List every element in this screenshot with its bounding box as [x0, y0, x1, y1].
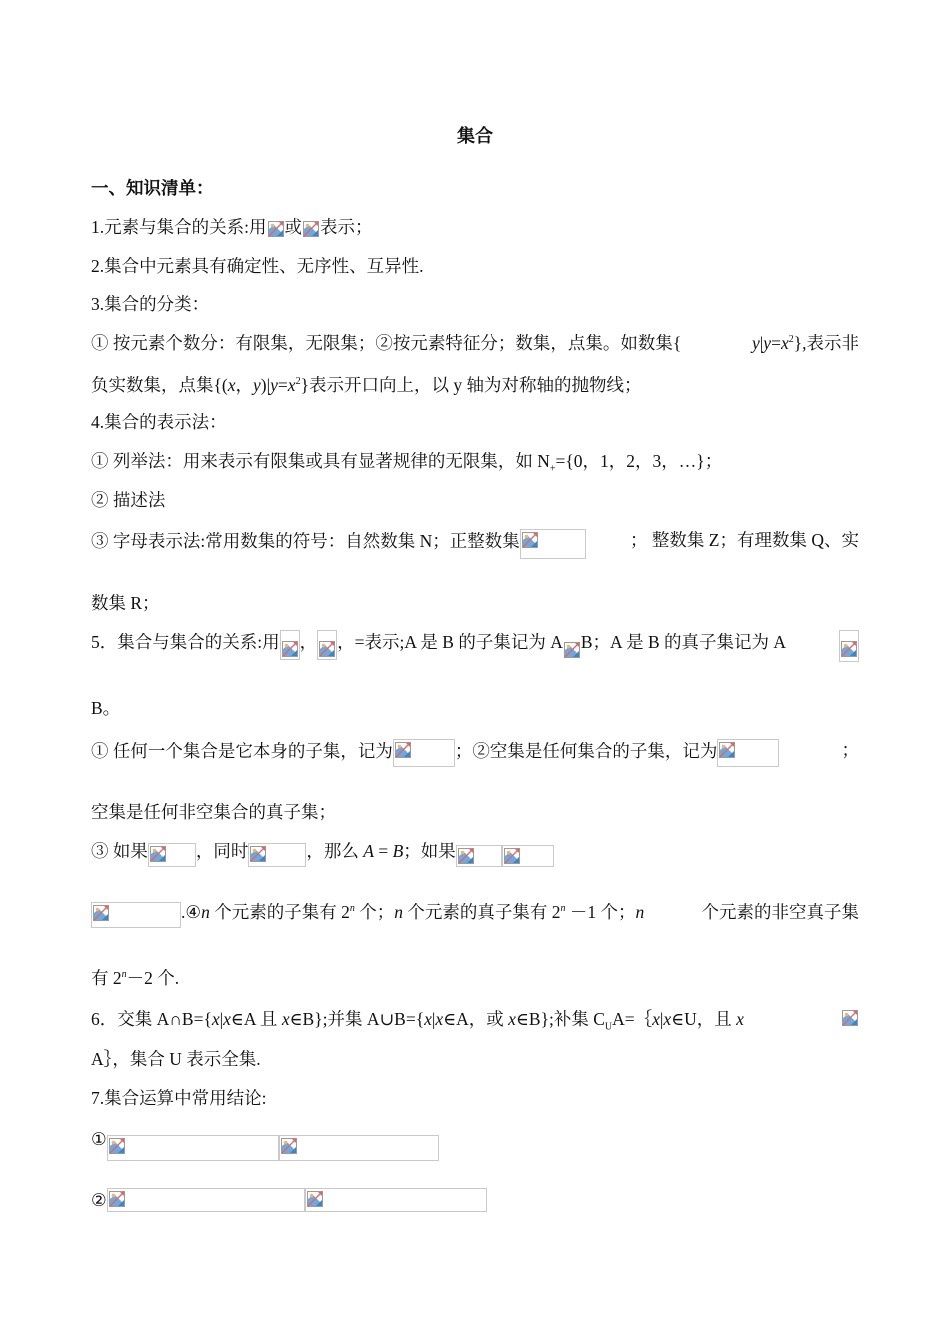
- broken-image-icon: [148, 843, 196, 867]
- section-heading: 一、知识清单：: [91, 178, 214, 198]
- broken-image-icon: [393, 739, 455, 767]
- paragraph-17: 有 $2^n-2$ 个.: [91, 968, 180, 988]
- paragraph-18: 6．交集 A∩B={x|x∈A 且 x∈B};并集 A∪B={x|x∈A，或 x∈B};补集 $C_UA=\{x|x\in U$，且 x: [91, 1008, 859, 1030]
- paragraph-12: B。: [91, 698, 121, 718]
- paragraph-6: 4.集合的表示法：: [91, 412, 227, 432]
- broken-image-icon: [302, 219, 320, 239]
- broken-image-icon: [107, 1135, 279, 1161]
- paragraph-15: ③ 如果 ，同时 ，那么 A = B；如果: [91, 840, 859, 867]
- broken-image-icon: [456, 845, 502, 867]
- broken-image-icon: [280, 630, 300, 660]
- broken-image-icon: [279, 1135, 439, 1161]
- paragraph-5: 负实数集，点集{(x，$y)|y=x^2$}表示开口向上，以 y 轴为对称轴的抛物线；: [91, 375, 642, 395]
- broken-image-icon: [502, 845, 554, 867]
- document-title: 集合: [457, 126, 493, 146]
- broken-image-icon: [841, 1008, 859, 1028]
- broken-image-icon: [317, 630, 337, 660]
- broken-image-icon: [717, 739, 779, 767]
- paragraph-9: ③ 字母表示法:常用数集的符号：自然数集 N；正整数集 ； 整数集 Z；有理数集 Q、实: [91, 529, 859, 559]
- paragraph-14: 空集是任何非空集合的真子集；: [91, 802, 336, 822]
- broken-image-icon: [839, 630, 859, 662]
- paragraph-20: 7.集合运算中常用结论:: [91, 1088, 267, 1108]
- paragraph-13: ① 任何一个集合是它本身的子集，记为 ；②空集是任何集合的子集，记为 ；: [91, 739, 859, 767]
- paragraph-11: 5．集合与集合的关系:用 ， ，=表示;A 是 B 的子集记为 A B；A 是 B 的真子集记为 A: [91, 630, 859, 662]
- broken-image-icon: [520, 529, 586, 559]
- broken-image-icon: [91, 902, 181, 928]
- paragraph-7: ① 列举法：用来表示有限集或具有显著规律的无限集，如 $N_+=\{0$，1，2，3，…}；: [91, 451, 723, 475]
- broken-image-icon: [107, 1188, 305, 1212]
- paragraph-4: ① 按元素个数分：有限集，无限集；②按元素特征分；数集，点集。如数集{ $y|y=x^2$},表示非: [91, 333, 859, 353]
- broken-image-icon: [305, 1188, 487, 1212]
- paragraph-8: ② 描述法: [91, 490, 166, 510]
- paragraph-2: 2.集合中元素具有确定性、无序性、互异性.: [91, 256, 424, 276]
- broken-image-icon: [563, 634, 581, 658]
- paragraph-1: 1.元素与集合的关系:用 或 表示；: [91, 217, 373, 237]
- paragraph-21: ①: [91, 1128, 859, 1161]
- paragraph-10: 数集 R；: [91, 593, 160, 613]
- paragraph-19: A｝，集合 U 表示全集.: [91, 1049, 261, 1069]
- paragraph-22: ②: [91, 1188, 859, 1212]
- broken-image-icon: [248, 843, 306, 867]
- paragraph-16: .④n 个元素的子集有 2$^n$ 个；n 个元素的真子集有 $2^n -1$ 个；n 个元素的非空真子集: [91, 901, 859, 928]
- paragraph-3: 3.集合的分类：: [91, 294, 210, 314]
- broken-image-icon: [267, 219, 285, 239]
